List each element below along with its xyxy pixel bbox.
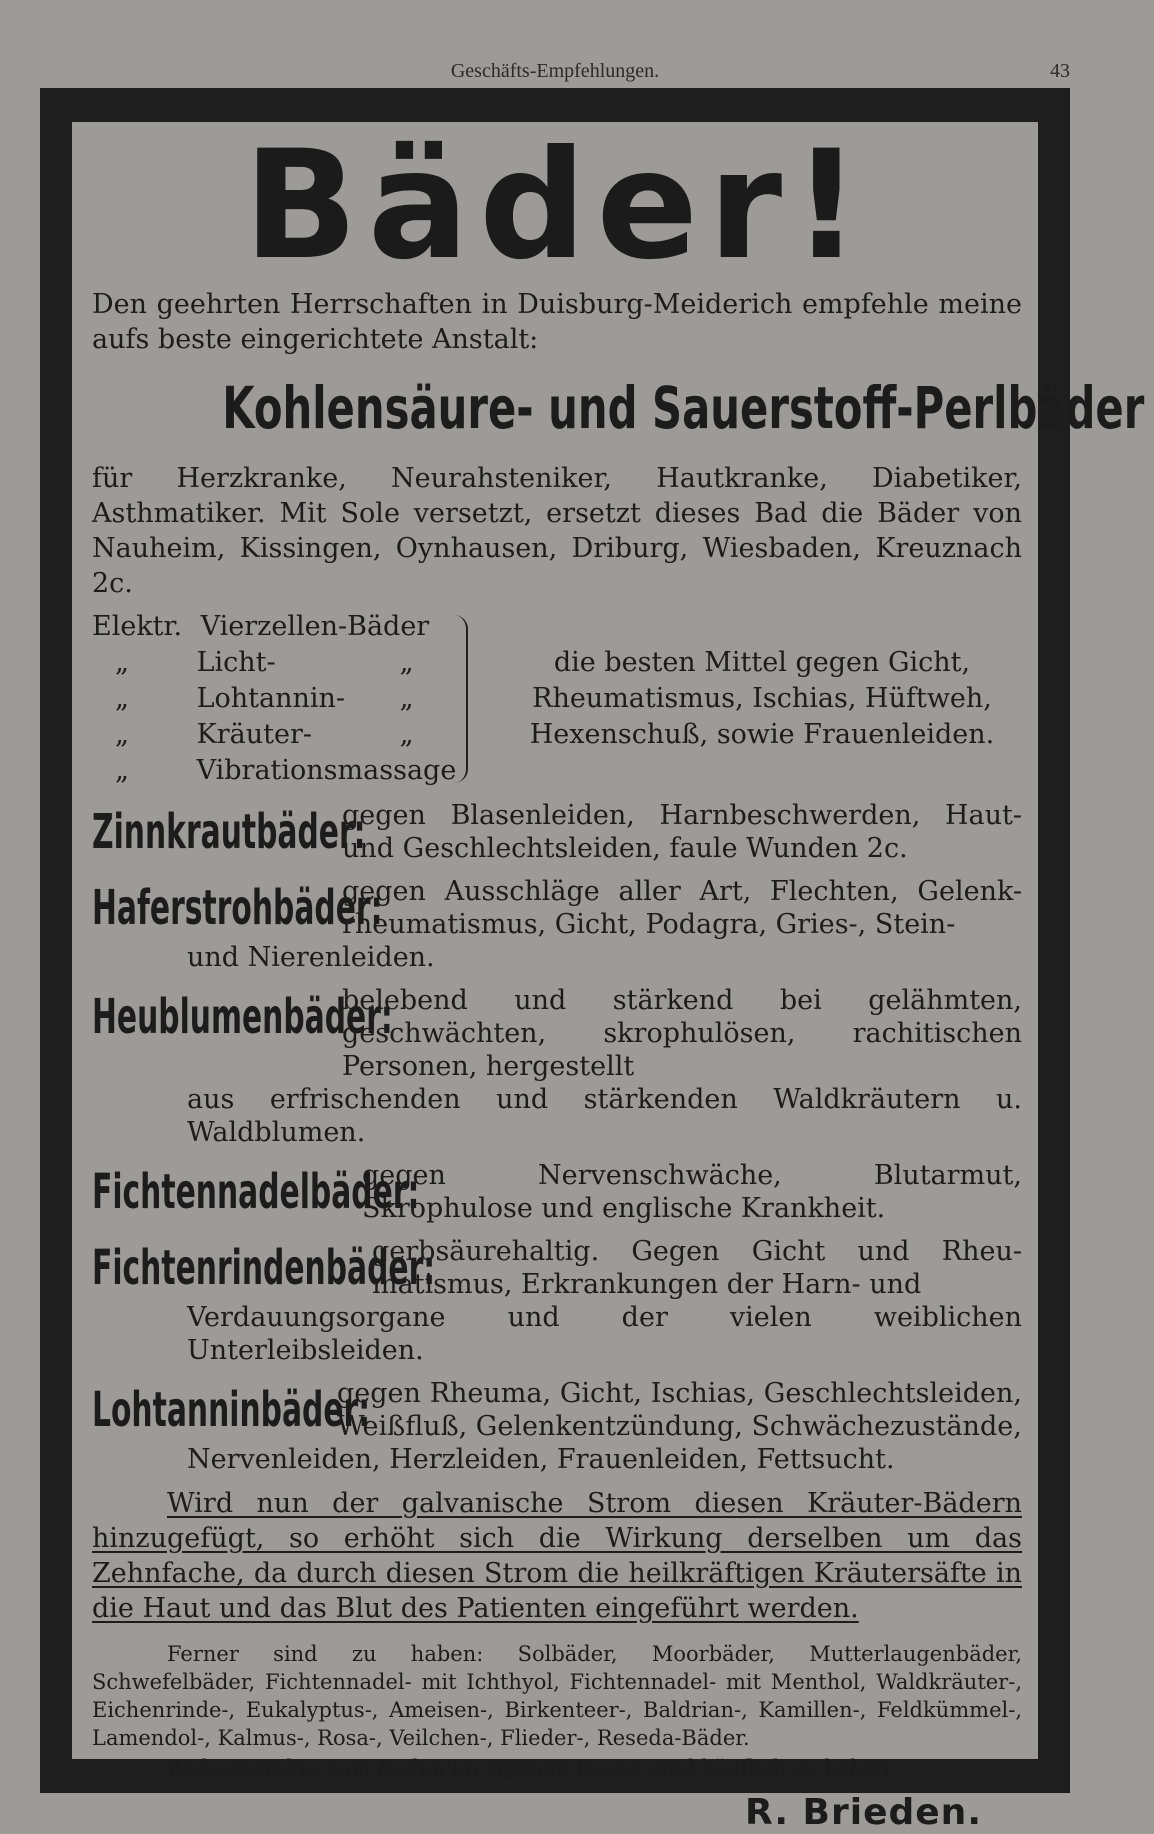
page-header <box>40 58 1070 86</box>
running-title: Geschäfts-Empfehlungen. <box>450 60 660 82</box>
electric-bath-line: „ Kräuter- „ <box>115 719 414 750</box>
advertisement-body <box>92 119 1145 1833</box>
subtitle: Kohlensäure- und Sauerstoff-Perlbäder <box>222 374 1145 442</box>
bath-description: gerbsäurehaltig. Gegen Gicht und Rheu-matismus, Erkrankungen der Harn- und <box>372 1236 1022 1300</box>
brace-divider <box>452 615 468 783</box>
galvanic-paragraph: Wird nun der galvanische Strom diesen Kräuter-Bädern hinzugefügt, so erhöht sich die Wirkung derselben um das Zehnfache, da durch diesen Strom die heilkräftigen Kräutersäfte in die Haut und das Blut des Patienten eingeführt werden. <box>92 1488 1022 1624</box>
page-number: 43 <box>1050 60 1070 82</box>
bath-extracts-note: Bade-Extrakte zum Baden im eigenen Hause sind käuflich zu haben. <box>167 1756 897 1780</box>
bath-name: Haferstrohbäder: <box>92 880 383 936</box>
intro-text: Den geehrten Herrschaften in Duisburg-Meiderich empfehle meine aufs beste eingerichtete Anstalt: <box>92 289 1022 355</box>
bath-entry <box>92 1159 1022 1225</box>
bath-description: gegen Nervenschwäche, Blutarmut, Skrophulose und englische Krankheit. <box>362 1160 1022 1224</box>
indications-paragraph: für Herzkranke, Neurahsteniker, Hautkranke, Diabetiker, Asthmatiker. Mit Sole versetzt, ersetzt dieses Bad die Bäder von Nauheim, Kissingen, Oynhausen, Driburg, Wiesbaden, Kreuznach 2c. <box>92 463 1022 599</box>
bath-entry <box>92 1377 1022 1476</box>
bath-name: Fichtennadelbäder: <box>92 1164 420 1220</box>
electric-bath-line: „ Vibrationsmassage <box>115 755 457 786</box>
headline: Bäder! <box>243 119 871 293</box>
electric-bath-line: Elektr. Vierzellen-Bäder <box>92 611 430 642</box>
bath-description: gegen Ausschläge aller Art, Flechten, Gelenk-rheumatismus, Gicht, Podagra, Gries-, Stein- <box>342 876 1022 940</box>
bath-description: gegen Rheuma, Gicht, Ischias, Geschlechtsleiden, Weißfluß, Gelenkentzündung, Schwächezustände, <box>337 1378 1022 1442</box>
electric-baths-list <box>92 609 456 789</box>
bath-entry <box>92 799 1022 865</box>
bath-name: Lohtanninbäder: <box>92 1382 371 1438</box>
electric-bath-line: „ Lohtannin- „ <box>115 683 414 714</box>
bath-name: Fichtenrindenbäder: <box>92 1240 436 1296</box>
bath-continuation: aus erfrischenden und stärkenden Waldkräutern u. Waldblumen. <box>187 1084 1022 1148</box>
bath-description: belebend und stärkend bei gelähmten, geschwächten, skrophulösen, rachitischen Personen, hergestellt <box>342 985 1022 1082</box>
bath-continuation: und Nierenleiden. <box>187 942 435 973</box>
electric-baths-benefits: die besten Mittel gegen Gicht, Rheumatismus, Ischias, Hüftweh, Hexenschuß, sowie Frauenleiden. <box>529 647 995 750</box>
bath-entry <box>92 875 1022 974</box>
bath-continuation: Verdauungsorgane und der vielen weiblichen Unterleibsleiden. <box>187 1302 1022 1366</box>
bath-name: Zinnkrautbäder: <box>92 804 366 860</box>
bath-entry <box>92 984 1022 1149</box>
bath-description: gegen Blasenleiden, Harnbeschwerden, Haut- und Geschlechtsleiden, faule Wunden 2c. <box>342 800 1022 864</box>
electric-bath-line: „ Licht- „ <box>115 647 414 678</box>
signature: R. Brieden. <box>744 1792 982 1833</box>
electric-baths-block <box>92 609 1022 789</box>
additional-baths: Ferner sind zu haben: Solbäder, Moorbäder, Mutterlaugenbäder, Schwefelbäder, Fichtennadel- mit Ichthyol, Fichtennadel- mit Menthol, Waldkräuter-, Eichenrinde-, Eukalyptus-, Ameisen-, Birkenteer-, Baldrian-, Kamillen-, Feldkümmel-, Lamendol-, Kalmus-, Rosa-, Veilchen-, Flieder-, Reseda-Bäder. <box>92 1642 1022 1750</box>
bath-name: Heublumenbäder: <box>92 989 393 1045</box>
bath-continuation: Nervenleiden, Herzleiden, Frauenleiden, Fettsucht. <box>187 1444 895 1475</box>
bath-entry <box>92 1235 1022 1367</box>
